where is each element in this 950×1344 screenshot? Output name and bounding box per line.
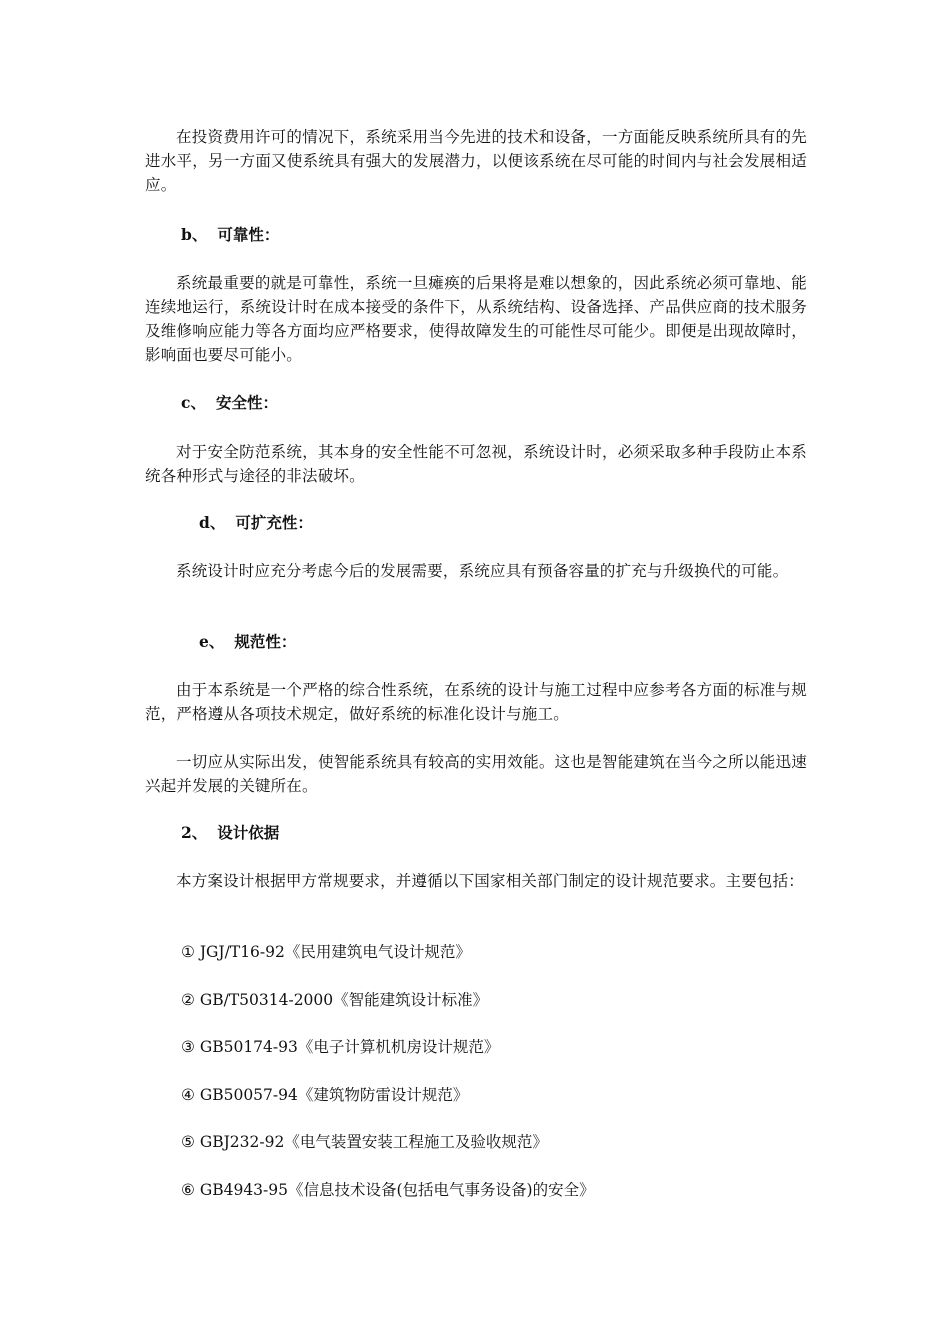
heading-marker: b、 — [181, 225, 208, 244]
heading-marker: d、 — [199, 513, 226, 532]
heading-scalability — [199, 511, 313, 535]
design-basis-paragraph: 本方案设计根据甲方常规要求，并遵循以下国家相关部门制定的设计规范要求。主要包括： — [176, 872, 805, 890]
scalability-paragraph: 系统设计时应充分考虑今后的发展需要，系统应具有预备容量的扩充与升级换代的可能。 — [176, 562, 789, 580]
standard-item: ① JGJ/T16-92《民用建筑电气设计规范》 — [181, 943, 471, 961]
heading-marker: 2、 — [181, 823, 208, 842]
heading-title: 安全性： — [215, 394, 278, 412]
heading-title: 规范性： — [234, 633, 297, 651]
intro-paragraph: 在投资费用许可的情况下，系统采用当今先进的技术和设备，一方面能反映系统所具有的先进水平，另一方面又使系统具有强大的发展潜力，以便该系统在尽可能的时间内与社会发展相适应。 — [145, 128, 807, 194]
standard-item: ③ GB50174-93《电子计算机机房设计规范》 — [181, 1038, 500, 1056]
heading-standardization — [199, 630, 296, 654]
standardization-paragraph: 由于本系统是一个严格的综合性系统，在系统的设计与施工过程中应参考各方面的标准与规范，严格遵从各项技术规定，做好系统的标准化设计与施工。 — [145, 681, 807, 723]
security-paragraph: 对于安全防范系统，其本身的安全性能不可忽视，系统设计时，必须采取多种手段防止本系统各种形式与途径的非法破坏。 — [145, 443, 807, 485]
heading-title: 设计依据 — [217, 824, 280, 842]
standard-item: ② GB/T50314-2000《智能建筑设计标准》 — [181, 991, 489, 1009]
reliability-paragraph: 系统最重要的就是可靠性，系统一旦瘫痪的后果将是难以想象的，因此系统必须可靠地、能连续地运行，系统设计时在成本接受的条件下，从系统结构、设备选择、产品供应商的技术服务及维修响应能力等各方面均应严格要求，使得故障发生的可能性尽可能少。即便是出现故障时，影响面也要尽可能小。 — [145, 274, 807, 364]
standard-item: ④ GB50057-94《建筑物防雷设计规范》 — [181, 1086, 469, 1104]
heading-security — [181, 391, 278, 415]
heading-title: 可扩充性： — [235, 514, 313, 532]
heading-title: 可靠性： — [217, 226, 280, 244]
heading-marker: c、 — [181, 393, 206, 412]
heading-design-basis — [181, 821, 279, 845]
standard-item: ⑥ GB4943-95《信息技术设备(包括电气事务设备)的安全》 — [181, 1181, 595, 1199]
heading-reliability — [181, 223, 279, 247]
heading-marker: e、 — [199, 632, 225, 651]
closing-paragraph: 一切应从实际出发，使智能系统具有较高的实用效能。这也是智能建筑在当今之所以能迅速兴起并发展的关键所在。 — [145, 753, 807, 795]
standard-item: ⑤ GBJ232-92《电气装置安装工程施工及验收规范》 — [181, 1133, 548, 1151]
